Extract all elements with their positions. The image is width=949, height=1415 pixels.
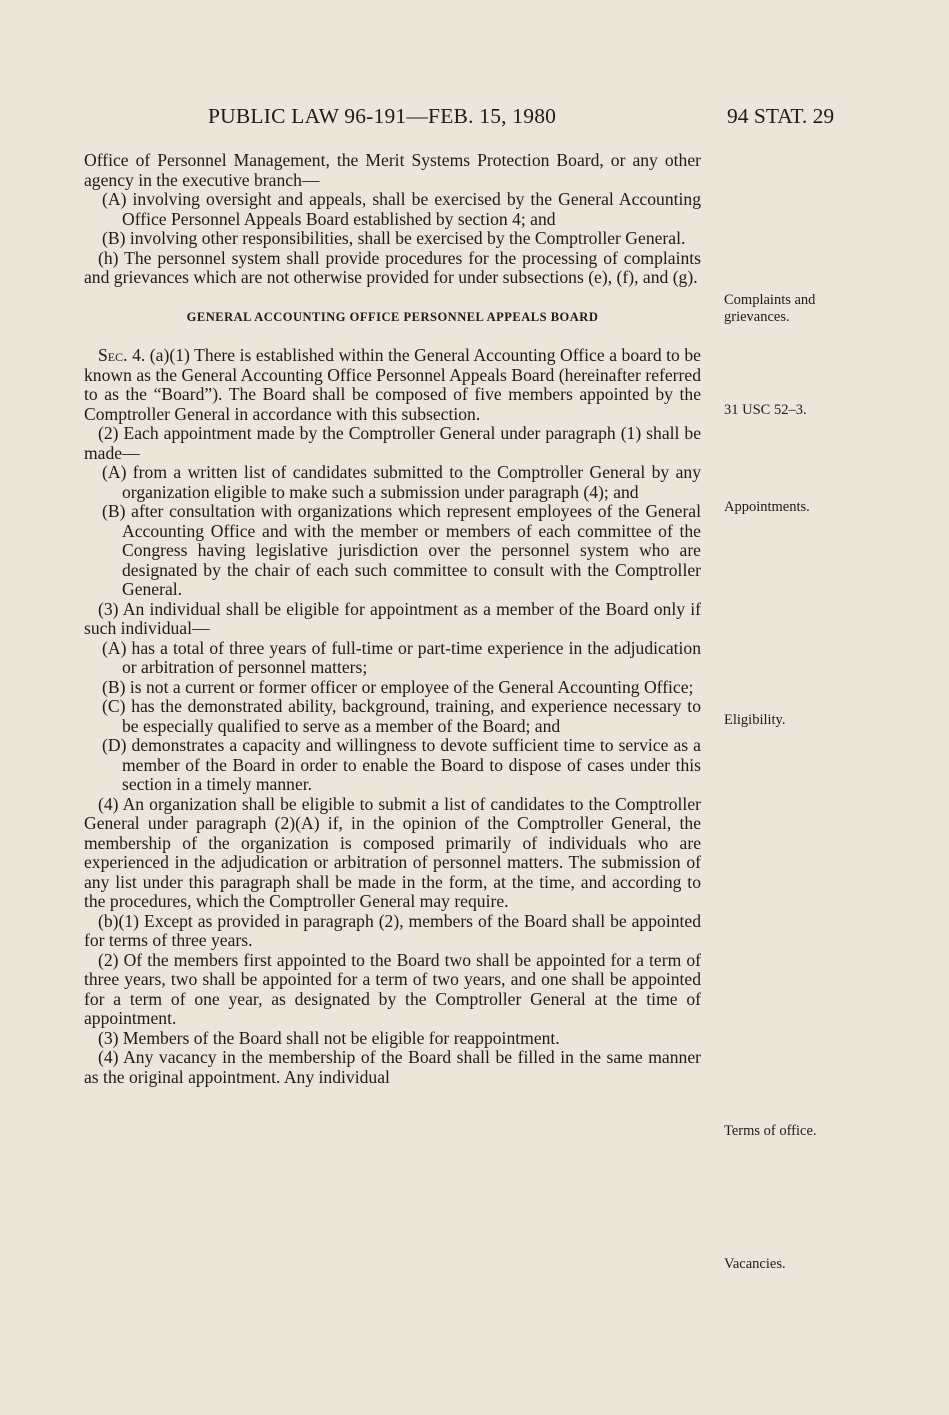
subparagraph-a2A: (A) from a written list of candidates submitted to the Comptroller General by any organization eligible to make such a submission under paragraph (4); and <box>102 462 701 502</box>
subparagraph-a: (A) involving oversight and appeals, shall be exercised by the General Accounting Office Personnel Appeals Board established by section 4; and <box>102 189 701 229</box>
main-text-column <box>84 151 701 1087</box>
section-heading: GENERAL ACCOUNTING OFFICE PERSONNEL APPEALS BOARD <box>186 309 599 324</box>
margin-note-terms: Terms of office. <box>724 1123 817 1139</box>
subparagraph-a3B: (B) is not a current or former officer or employee of the General Accounting Office; <box>102 676 694 697</box>
subparagraph-a3A: (A) has a total of three years of full-time or part-time experience in the adjudication or arbitration of personnel matters; <box>102 637 701 677</box>
sec-label: Sec. <box>98 345 128 365</box>
section-4-a1 <box>84 346 701 424</box>
subsection-h: (h) The personnel system shall provide procedures for the processing of complaints and grievances which are not otherwise provided for under subsections (e), (f), and (g). <box>84 247 701 287</box>
margin-note-appointments: Appointments. <box>724 499 810 515</box>
paragraph-a2: (2) Each appointment made by the Comptroller General under paragraph (1) shall be made— <box>84 423 701 463</box>
margin-note-usc: 31 USC 52–3. <box>724 402 807 418</box>
running-header-title: PUBLIC LAW 96-191—FEB. 15, 1980 <box>208 104 557 128</box>
statute-page-number: 94 STAT. 29 <box>727 104 835 128</box>
paragraph-b3: (3) Members of the Board shall not be eligible for reappointment. <box>98 1027 560 1048</box>
paragraph-b2: (2) Of the members first appointed to the Board two shall be appointed for a term of three years, two shall be appointed for a term of two years, and one shall be appointed for a term of one year, as designated by the Comptroller General at the time of appointment. <box>84 949 701 1028</box>
subparagraph-a3D: (D) demonstrates a capacity and willingness to devote sufficient time to service as a member of the Board in order to enable the Board to dispose of cases under this section in a timely manner. <box>102 735 701 794</box>
subparagraph-a2B: (B) after consultation with organizations which represent employees of the General Accounting Office and with the member or members of each committee of the Congress having legislative jurisdiction over the personnel system who are designated by the chair of each such committee to consult with the Comptroller General. <box>102 501 701 599</box>
subparagraph-a3C: (C) has the demonstrated ability, background, training, and experience necessary to be especially qualified to serve as a member of the Board; and <box>102 696 701 736</box>
subparagraph-b: (B) involving other responsibilities, shall be exercised by the Comptroller General. <box>102 228 686 248</box>
margin-note-vacancies: Vacancies. <box>724 1256 786 1272</box>
margin-note-eligibility: Eligibility. <box>724 712 786 728</box>
paragraph-b4: (4) Any vacancy in the membership of the Board shall be filled in the same manner as the original appointment. Any individual <box>84 1047 701 1087</box>
paragraph: Office of Personnel Management, the Merit Systems Protection Board, or any other agency in the executive branch— <box>84 150 701 190</box>
paragraph-b1: (b)(1) Except as provided in paragraph (2), members of the Board shall be appointed for terms of three years. <box>84 910 701 950</box>
margin-note-complaints: Complaints and grievances. <box>724 292 816 325</box>
paragraph-a3: (3) An individual shall be eligible for appointment as a member of the Board only if such individual— <box>84 598 701 638</box>
sec-4-text: 4. (a)(1) There is established within the General Accounting Office a board to be known as the General Accounting Office Personnel Appeals Board (hereinafter referred to as the “Board”). The Board shall be composed of five members appointed by the Comptroller General in accordance with this subsection. <box>84 345 701 424</box>
paragraph-a4: (4) An organization shall be eligible to submit a list of candidates to the Comptroller General under paragraph (2)(A) if, in the opinion of the Comptroller General, the membership of the organization is composed primarily of individuals who are experienced in the adjudication or arbitration of personnel matters. The submission of any list under this paragraph shall be made in the form, at the time, and according to the procedures, which the Comptroller General may require. <box>84 793 701 911</box>
